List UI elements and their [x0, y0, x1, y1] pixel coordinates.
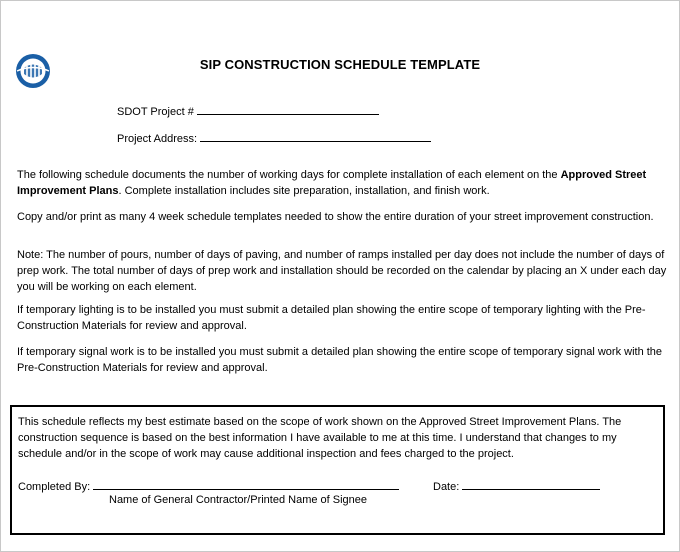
page-title: SIP CONSTRUCTION SCHEDULE TEMPLATE: [199, 57, 481, 72]
project-address-label: Project Address:: [117, 133, 198, 145]
completed-by-field[interactable]: [18, 478, 399, 493]
project-number-line[interactable]: [197, 103, 379, 115]
completed-by-label: Completed By:: [18, 481, 91, 493]
project-address-field[interactable]: [117, 130, 431, 145]
note-paragraph: Note: The number of pours, number of days of paving, and number of ramps installed per day does not include the number of days of prep work. The total number of days of prep work and installation should be recorded on the calendar by placing an X under each day you will be working on each element.: [17, 249, 667, 293]
intro-paragraph: [17, 167, 667, 199]
date-label: Date:: [433, 481, 460, 493]
intro-tail: . Complete installation includes site preparation, installation, and finish work.: [118, 185, 490, 197]
copy-instructions-paragraph: Copy and/or print as many 4 week schedule templates needed to show the entire duration of your street improvement construction.: [17, 211, 654, 223]
certification-statement: This schedule reflects my best estimate based on the scope of work shown on the Approved Street Improvement Plans. The construction sequence is based on the best information I have available to me at this time. I understand that changes to my schedule and/or in the scope of work may cause additional inspection and fees charged to the project.: [18, 416, 622, 460]
temporary-signal-paragraph: If temporary signal work is to be installed you must submit a detailed plan showing the entire scope of temporary signal work with the Pre-Construction Materials for review and approval.: [17, 346, 663, 374]
date-line[interactable]: [462, 478, 600, 490]
temporary-lighting-paragraph: If temporary lighting is to be installed you must submit a detailed plan showing the entire scope of temporary lighting with the Pre-Construction Materials for review and approval.: [17, 304, 646, 332]
date-field[interactable]: [433, 478, 600, 493]
approved-plans-bold: Approved Street Improvement Plans: [17, 169, 647, 197]
intro-text: The following schedule documents the number of working days for complete installation of each element on the: [17, 169, 561, 181]
completed-by-line[interactable]: [93, 478, 399, 490]
project-address-line[interactable]: [200, 130, 431, 142]
certification-box: [10, 405, 665, 535]
project-number-label: SDOT Project #: [117, 106, 194, 118]
project-number-field[interactable]: [117, 103, 379, 118]
signee-caption: Name of General Contractor/Printed Name of Signee: [109, 494, 368, 506]
